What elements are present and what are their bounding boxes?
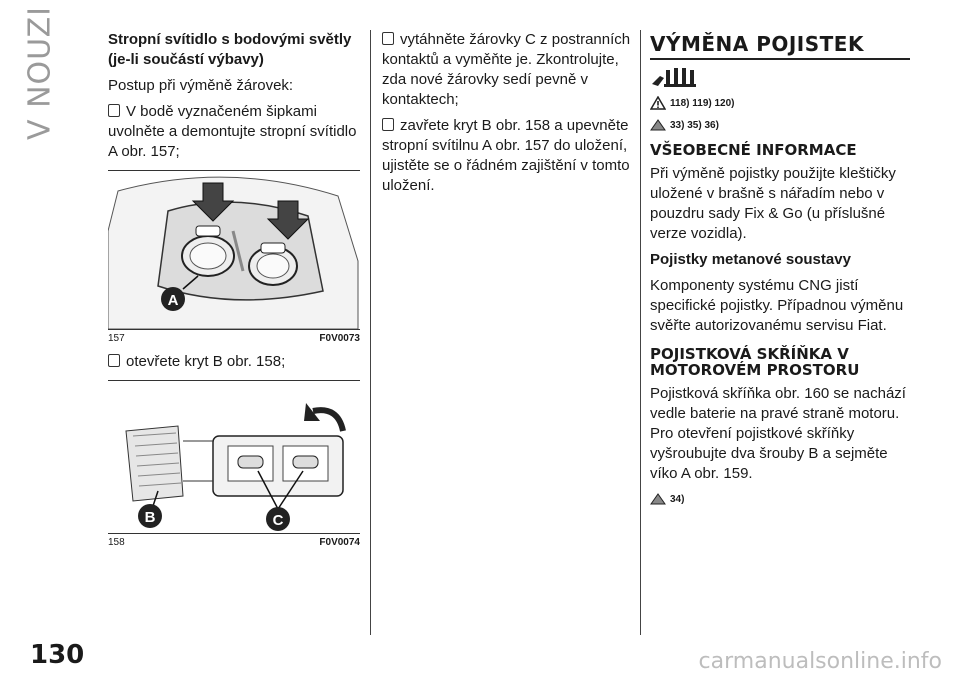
page-number: 130 — [30, 640, 85, 670]
note-ref: 33) 35) 36) — [650, 118, 910, 132]
fuse-tool-icon — [650, 66, 696, 88]
book-note-icon — [650, 118, 666, 132]
label-c: C — [272, 512, 284, 529]
warning-ref: 118) 119) 120) — [650, 96, 910, 110]
figure-157 — [108, 170, 360, 330]
symbol-row — [650, 66, 910, 88]
column-divider — [640, 30, 641, 635]
methane-heading: Pojistky metanové soustavy — [650, 251, 851, 268]
warning-triangle-icon — [650, 96, 666, 110]
column-3 — [650, 30, 910, 514]
lamp-cover-illustration — [108, 381, 360, 533]
step-item: otevřete kryt B obr. 158; — [108, 352, 360, 372]
checkbox-bullet-icon — [108, 354, 120, 367]
column-divider — [370, 30, 371, 635]
figure-158-caption: 158 F0V0074 — [108, 537, 360, 548]
general-text: Při výměně pojistky použijte kleštičky uložené v brašně s nářadím nebo v pouzdru sady Fix & Go (u příslušné verze vozidla). — [650, 165, 896, 242]
label-b: B — [144, 509, 156, 526]
step-item: V bodě vyznačeném šipkami uvolněte a demontujte stropní svítidlo A obr. 157; — [108, 103, 357, 160]
engine-fusebox-heading: POJISTKOVÁ SKŘÍŇKA V MOTOROVÉM PROSTORU — [650, 345, 860, 379]
column-1 — [108, 30, 360, 548]
watermark: carmanualsonline.info — [698, 649, 942, 674]
general-heading: VŠEOBECNÉ INFORMACE — [650, 141, 857, 159]
intro-text: Postup při výměně žárovek: — [108, 77, 294, 94]
label-a: A — [167, 292, 179, 309]
figure-158 — [108, 380, 360, 534]
book-note-icon — [650, 492, 666, 506]
step-item: vytáhněte žárovky C z postranních kontaktů a vyměňte je. Zkontrolujte, zda nové žárovky sedí pevně v kontaktech; — [382, 31, 631, 108]
checkbox-bullet-icon — [382, 118, 394, 131]
checkbox-bullet-icon — [382, 32, 394, 45]
engine-fusebox-text: Pojistková skříňka obr. 160 se nachází vedle baterie na pravé straně motoru. Pro otevření pojistkové skříňky vyšroubujte dva šrouby B a sejměte víko A obr. 159. — [650, 385, 906, 482]
note-ref: 34) — [650, 492, 910, 506]
ceiling-lamp-illustration — [108, 171, 360, 329]
main-heading: VÝMĚNA POJISTEK — [650, 32, 910, 60]
figure-157-caption: 157 F0V0073 — [108, 333, 360, 344]
section-side-title: V NOUZI — [22, 6, 58, 140]
checkbox-bullet-icon — [108, 104, 120, 117]
column-2 — [382, 30, 632, 202]
step-item: zavřete kryt B obr. 158 a upevněte stropní svítilnu A obr. 157 do uložení, ujistěte se o řádném zajištění v tomto uložení. — [382, 117, 630, 194]
section-heading: Stropní svítidlo s bodovými světly (je-li součástí výbavy) — [108, 31, 352, 68]
methane-text: Komponenty systému CNG jistí specifické pojistky. Případnou výměnu svěřte autorizovanému servisu Fiat. — [650, 277, 904, 334]
